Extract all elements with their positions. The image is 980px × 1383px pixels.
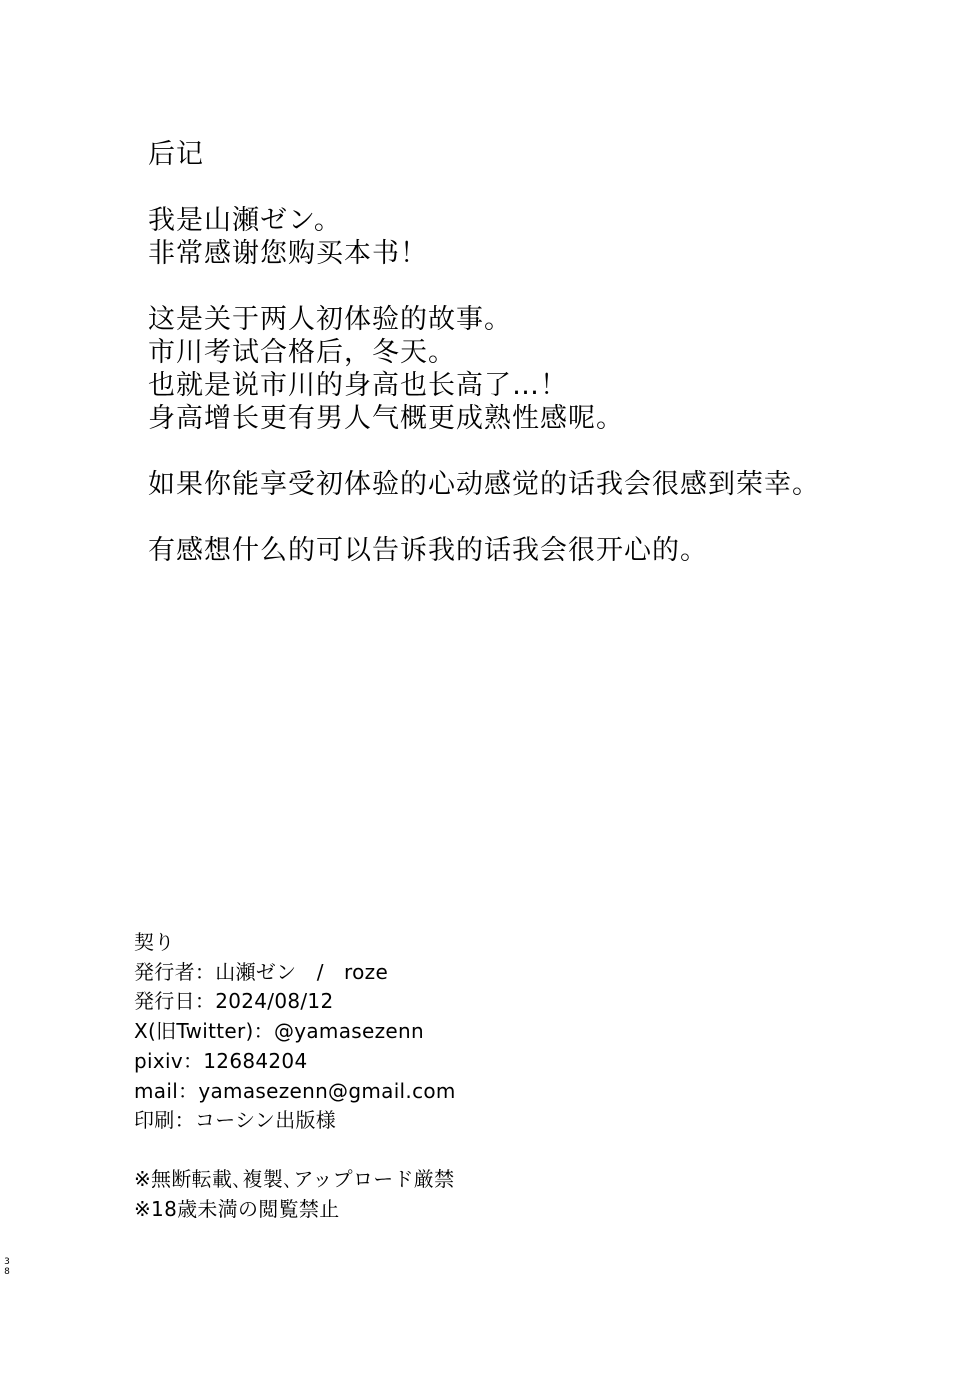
notice-reproduction: ※無断転載､複製､アップロード厳禁 — [134, 1167, 455, 1191]
afterword-paragraph-feedback — [148, 534, 948, 567]
afterword-paragraph-story — [148, 303, 948, 435]
page-number-digit: 3 — [4, 1257, 10, 1267]
afterword-line: 市川考试合格后，冬天。 — [148, 337, 456, 368]
colophon-printer: 印刷：コーシン出版様 — [134, 1108, 337, 1133]
page-number-digit: 8 — [4, 1267, 10, 1277]
afterword-paragraph-greeting — [148, 204, 948, 270]
afterword-line: 如果你能享受初体验的心动感觉的话我会很感到荣幸。 — [148, 469, 820, 500]
colophon-twitter: X(旧Twitter)：@yamasezenn — [134, 1019, 424, 1044]
colophon-title: 契り — [134, 930, 175, 954]
afterword-line: 非常感谢您购买本书！ — [148, 238, 428, 269]
notices-section — [134, 1164, 834, 1224]
afterword-line: 有感想什么的可以告诉我的话我会很开心的。 — [148, 535, 708, 566]
notice-age-restriction: ※18歳未満の閲覧禁止 — [134, 1197, 340, 1221]
colophon-pixiv: pixiv：12684204 — [134, 1048, 308, 1073]
afterword-title: 后记 — [148, 139, 204, 170]
afterword-line: 我是山瀬ゼン。 — [148, 205, 342, 236]
page-number — [2, 1257, 12, 1277]
colophon-mail: mail：yamasezenn@gmail.com — [134, 1078, 456, 1103]
afterword-line: 身高增长更有男人气概更成熟性感呢。 — [148, 403, 624, 434]
afterword-line: 这是关于两人初体验的故事。 — [148, 304, 512, 335]
afterword-line: 也就是说市川的身高也长高了…！ — [148, 370, 568, 401]
colophon-section — [134, 928, 834, 1136]
afterword-paragraph-hope — [148, 468, 948, 501]
afterword-section — [148, 138, 948, 567]
colophon-date: 発行日：2024/08/12 — [134, 989, 334, 1014]
colophon-publisher: 発行者：山瀬ゼン / roze — [134, 959, 389, 984]
